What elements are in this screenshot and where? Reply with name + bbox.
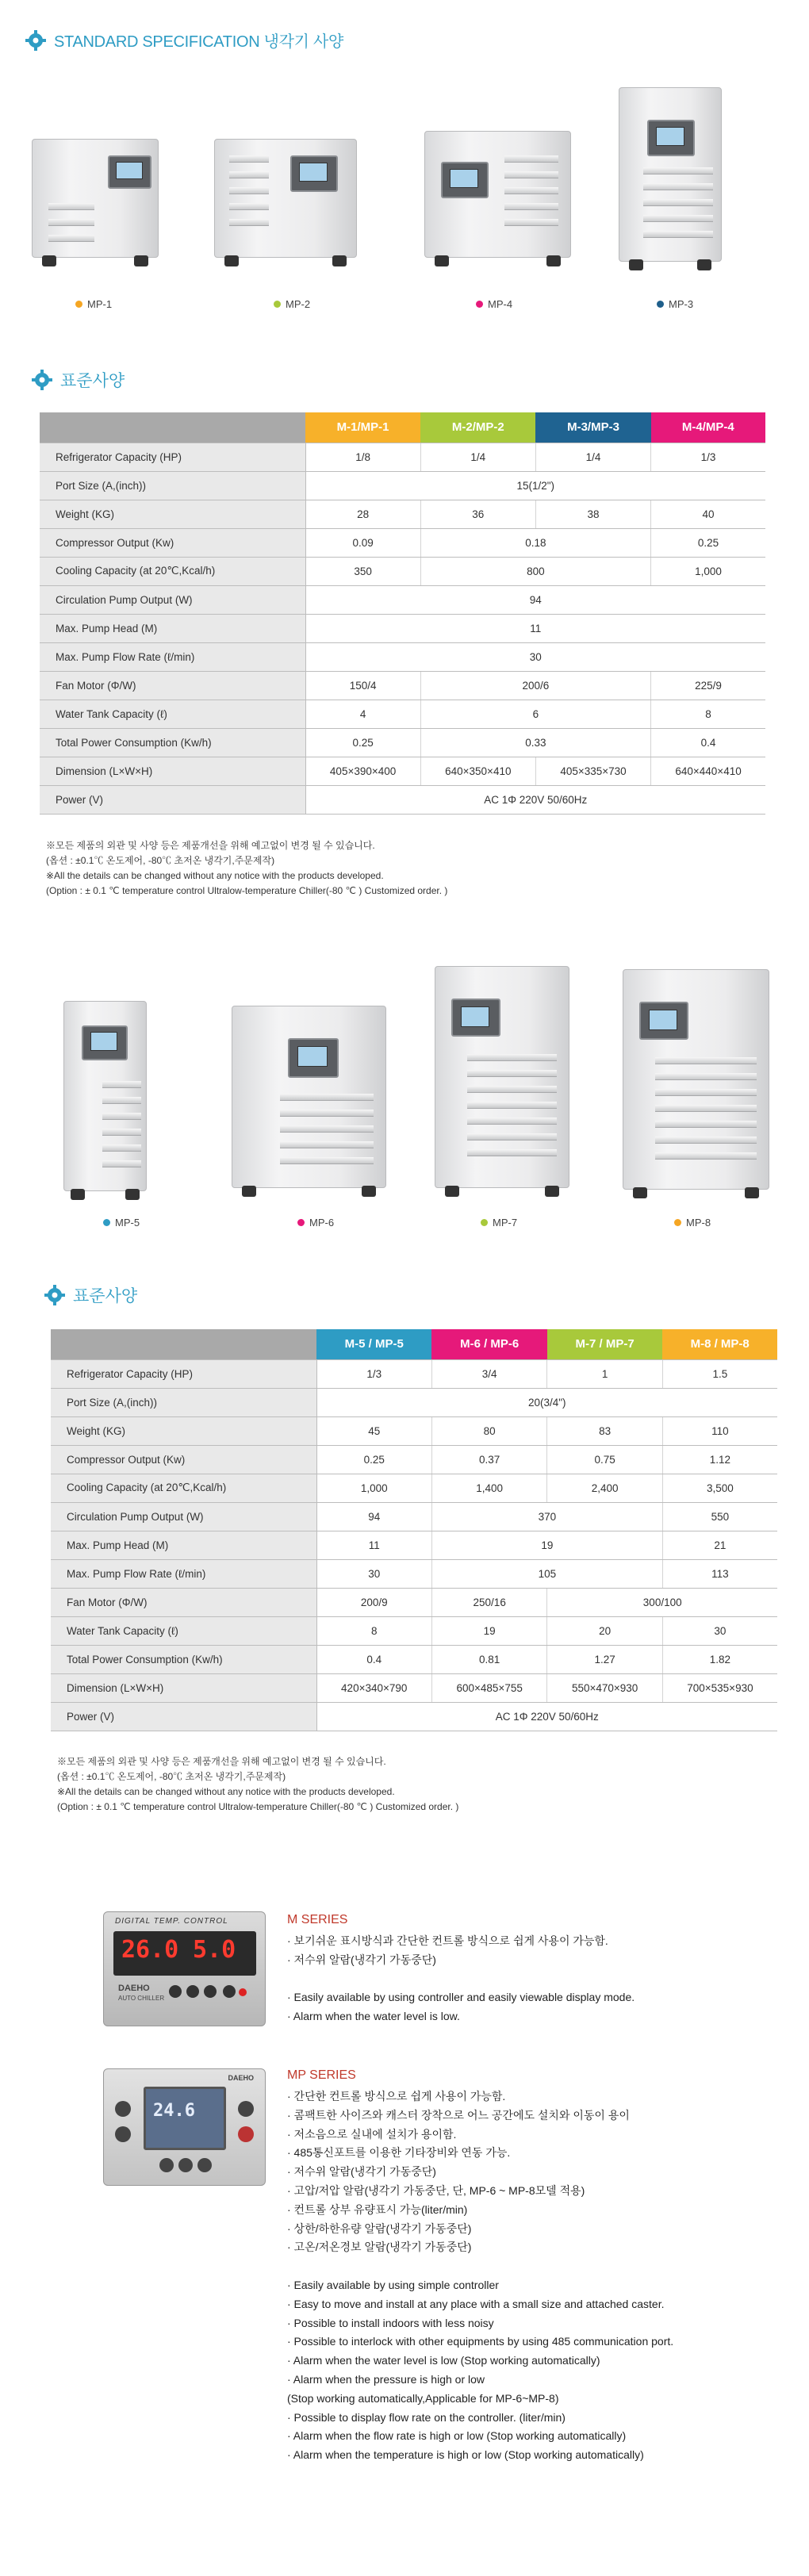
product-label: MP-5 <box>103 1217 140 1229</box>
table-cell: 1.12 <box>662 1445 777 1474</box>
page-title: STANDARD SPECIFICATION 냉각기 사양 <box>54 33 343 51</box>
color-dot-icon <box>297 1219 305 1226</box>
text-line: · 고온/저온경보 알람(냉각기 가동중단) <box>287 2241 472 2254</box>
table-cell: 0.37 <box>431 1445 546 1474</box>
text-line: · 간단한 컨트롤 방식으로 쉽게 사용이 가능함. <box>287 2090 506 2103</box>
gear-icon <box>32 370 52 390</box>
spec-table-1 <box>40 412 765 815</box>
section-title-spec-2 <box>44 1283 137 1307</box>
controller-sub: AUTO CHILLER <box>118 1995 165 2002</box>
table-header-model: M-1/MP-1 <box>305 412 420 443</box>
table-row-label: Cooling Capacity (at 20℃,Kcal/h) <box>40 557 305 585</box>
table-row <box>40 528 765 557</box>
table-row <box>40 614 765 642</box>
gear-icon <box>25 30 46 51</box>
section-title-standard-spec <box>25 29 343 52</box>
product-label: MP-8 <box>674 1217 711 1229</box>
text-line: (Option : ± 0.1 ℃ temperature control Ultralow-temperature Chiller(-80 ℃ ) Customized order. ) <box>46 885 448 896</box>
controller-button-icon <box>186 1985 199 1998</box>
table-row <box>40 443 765 471</box>
table-cell: 38 <box>535 500 650 528</box>
table-row-label: Dimension (L×W×H) <box>51 1673 316 1702</box>
table-cell: 405×390×400 <box>305 757 420 785</box>
m-series-features <box>287 1932 635 2026</box>
mp-series-title: MP SERIES <box>287 2068 356 2082</box>
table-row <box>40 700 765 728</box>
table-row <box>51 1588 777 1616</box>
text-line: · Easily available by using controller and easily viewable display mode. <box>287 1991 635 2004</box>
table-row <box>51 1673 777 1702</box>
text-line: · 485통신포트를 이용한 기타장비와 연동 가능. <box>287 2146 511 2160</box>
table-cell: 0.4 <box>316 1645 431 1673</box>
table-cell: 40 <box>651 500 765 528</box>
table-row-label: Max. Pump Head (M) <box>40 614 305 642</box>
table-cell: 1/4 <box>420 443 535 471</box>
controller-button-icon <box>197 2158 212 2172</box>
table-row <box>40 642 765 671</box>
text-line: · 저수위 알람(냉각기 가동중단) <box>287 2165 436 2179</box>
table-cell: 0.18 <box>420 528 650 557</box>
table-cell: 0.25 <box>305 728 420 757</box>
table-cell: 2,400 <box>547 1474 662 1502</box>
table-row-label: Port Size (A,(inch)) <box>51 1388 316 1416</box>
table-row <box>51 1531 777 1559</box>
controller-button-icon <box>238 2126 254 2142</box>
product-label: MP-3 <box>657 298 693 310</box>
text-line: · Possible to display flow rate on the controller. (liter/min) <box>287 2410 566 2424</box>
product-label: MP-1 <box>75 298 112 310</box>
spec-table-2 <box>51 1329 777 1731</box>
table-row-label: Compressor Output (Kw) <box>51 1445 316 1474</box>
color-dot-icon <box>476 301 483 308</box>
product-label: MP-2 <box>274 298 310 310</box>
table-header-model: M-6 / MP-6 <box>431 1329 546 1359</box>
table-cell: 200/9 <box>316 1588 431 1616</box>
table-header-blank <box>51 1329 316 1359</box>
table-cell: 300/100 <box>547 1588 777 1616</box>
table-row <box>51 1502 777 1531</box>
table-row <box>40 585 765 614</box>
gear-icon <box>44 1285 65 1305</box>
table-cell: 0.81 <box>431 1645 546 1673</box>
table-cell: 1.5 <box>662 1359 777 1388</box>
table-cell: 30 <box>662 1616 777 1645</box>
table-cell: 0.25 <box>316 1445 431 1474</box>
section-title-spec-1 <box>32 368 125 392</box>
table-row-label: Total Power Consumption (Kw/h) <box>40 728 305 757</box>
text-line: · Alarm when the water level is low. <box>287 2010 460 2023</box>
product-label: MP-7 <box>481 1217 517 1229</box>
m-series-title: M SERIES <box>287 1913 348 1926</box>
table-row <box>51 1702 777 1731</box>
product-label: MP-4 <box>476 298 512 310</box>
table-cell: 370 <box>431 1502 662 1531</box>
color-dot-icon <box>481 1219 488 1226</box>
table-cell: 0.4 <box>651 728 765 757</box>
product-image-mp-4 <box>424 131 571 258</box>
table-cell: 4 <box>305 700 420 728</box>
product-image-mp-1 <box>32 139 159 258</box>
table-row <box>40 728 765 757</box>
table-cell: 36 <box>420 500 535 528</box>
text-line: (옵션 : ±0.1℃ 온도제어, -80℃ 초저온 냉각기,주문제작) <box>57 1771 286 1782</box>
table-header-model: M-3/MP-3 <box>535 412 650 443</box>
table-cell: 550 <box>662 1502 777 1531</box>
text-line: · Alarm when the water level is low (Stop working automatically) <box>287 2354 600 2367</box>
text-line: ※모든 제품의 외관 및 사양 등은 제품개선을 위해 예고없이 변경 될 수 있습니다. <box>57 1756 386 1767</box>
table-row-label: Refrigerator Capacity (HP) <box>51 1359 316 1388</box>
text-line: · Easily available by using simple controller <box>287 2278 499 2291</box>
table-cell: 1/3 <box>316 1359 431 1388</box>
table-row <box>40 671 765 700</box>
text-line: · Easy to move and install at any place with a small size and attached caster. <box>287 2297 665 2310</box>
text-line: · Possible to install indoors with less noisy <box>287 2316 494 2329</box>
table-row <box>51 1474 777 1502</box>
product-image-mp-5 <box>63 1001 147 1191</box>
spec-notes-1 <box>46 838 447 899</box>
color-dot-icon <box>274 301 281 308</box>
table-cell: 405×335×730 <box>535 757 650 785</box>
table-header-model: M-4/MP-4 <box>651 412 765 443</box>
table-row-label: Total Power Consumption (Kw/h) <box>51 1645 316 1673</box>
spacer <box>287 2257 673 2276</box>
table-header-blank <box>40 412 305 443</box>
table-cell: 30 <box>305 642 765 671</box>
table-cell: 20(3/4") <box>316 1388 777 1416</box>
table-cell: 19 <box>431 1616 546 1645</box>
table-cell: 11 <box>316 1531 431 1559</box>
table-cell: 113 <box>662 1559 777 1588</box>
table-cell: 225/9 <box>651 671 765 700</box>
table-cell: 8 <box>651 700 765 728</box>
table-cell: 6 <box>420 700 650 728</box>
table-row <box>51 1616 777 1645</box>
table-cell: 1,000 <box>316 1474 431 1502</box>
product-image-mp-7 <box>435 966 569 1188</box>
table-cell: 94 <box>305 585 765 614</box>
table-cell: 600×485×755 <box>431 1673 546 1702</box>
table-cell: 19 <box>431 1531 662 1559</box>
table-row <box>40 500 765 528</box>
table-row <box>40 785 765 814</box>
text-line: (옵션 : ±0.1℃ 온도제어, -80℃ 초저온 냉각기,주문제작) <box>46 855 275 866</box>
table-cell: 21 <box>662 1531 777 1559</box>
text-line: · 저소음으로 실내에 설치가 용이함. <box>287 2127 457 2141</box>
table-header-model: M-8 / MP-8 <box>662 1329 777 1359</box>
table-cell: 83 <box>547 1416 662 1445</box>
table-cell: 1/8 <box>305 443 420 471</box>
table-cell: 0.75 <box>547 1445 662 1474</box>
table-row <box>51 1645 777 1673</box>
table-cell: 1.82 <box>662 1645 777 1673</box>
table-cell: 8 <box>316 1616 431 1645</box>
table-row-label: Refrigerator Capacity (HP) <box>40 443 305 471</box>
controller-button-icon <box>115 2126 131 2142</box>
table-row <box>40 757 765 785</box>
table-cell: 45 <box>316 1416 431 1445</box>
color-dot-icon <box>75 301 82 308</box>
text-line: (Option : ± 0.1 ℃ temperature control Ultralow-temperature Chiller(-80 ℃ ) Customized order. ) <box>57 1801 459 1812</box>
controller-brand: DAEHO <box>118 1984 150 1993</box>
table-cell: 0.33 <box>420 728 650 757</box>
table-cell: 15(1/2") <box>305 471 765 500</box>
m-series-controller-image <box>103 1911 266 2026</box>
controller-button-icon <box>238 2101 254 2117</box>
table-cell: 105 <box>431 1559 662 1588</box>
table-cell: 1,000 <box>651 557 765 585</box>
controller-display-1: 26.0 <box>121 1936 179 1964</box>
controller-button-icon <box>178 2158 193 2172</box>
status-led-icon <box>239 1988 247 1996</box>
text-line: ※All the details can be changed without any notice with the products developed. <box>46 870 384 881</box>
table-cell: 700×535×930 <box>662 1673 777 1702</box>
color-dot-icon <box>103 1219 110 1226</box>
text-line: ※All the details can be changed without any notice with the products developed. <box>57 1786 395 1797</box>
text-line: · 보기쉬운 표시방식과 간단한 컨트롤 방식으로 쉽게 사용이 가능함. <box>287 1934 608 1947</box>
table-cell: 1,400 <box>431 1474 546 1502</box>
table-row <box>51 1559 777 1588</box>
table-row-label: Water Tank Capacity (ℓ) <box>40 700 305 728</box>
controller-button-icon <box>204 1985 217 1998</box>
product-label: MP-6 <box>297 1217 334 1229</box>
table-row-label: Compressor Output (Kw) <box>40 528 305 557</box>
spacer <box>287 1970 635 1989</box>
text-line: · Possible to interlock with other equipments by using 485 communication port. <box>287 2335 674 2348</box>
text-line: · 고압/저압 알람(냉각기 가동중단, 단, MP-6 ~ MP-8모델 적용) <box>287 2183 585 2197</box>
table-cell: 30 <box>316 1559 431 1588</box>
text-line: · Alarm when the pressure is high or low <box>287 2372 485 2386</box>
table-cell: 80 <box>431 1416 546 1445</box>
table-header-model: M-5 / MP-5 <box>316 1329 431 1359</box>
controller-button-icon <box>223 1985 236 1998</box>
table-cell: 420×340×790 <box>316 1673 431 1702</box>
table-row-label: Max. Pump Head (M) <box>51 1531 316 1559</box>
table-cell: 640×350×410 <box>420 757 535 785</box>
text-line: · 콤팩트한 사이즈와 캐스터 장착으로 어느 공간에도 설치와 이동이 용이 <box>287 2108 630 2122</box>
product-image-mp-8 <box>623 969 769 1190</box>
color-dot-icon <box>657 301 664 308</box>
table-row-label: Fan Motor (Φ/W) <box>51 1588 316 1616</box>
table-cell: 550×470×930 <box>547 1673 662 1702</box>
controller-brand: DAEHO <box>228 2074 254 2082</box>
table-row <box>51 1416 777 1445</box>
table-row-label: Cooling Capacity (at 20℃,Kcal/h) <box>51 1474 316 1502</box>
text-line: · 저수위 알람(냉각기 가동중단) <box>287 1953 436 1966</box>
table-header-model: M-2/MP-2 <box>420 412 535 443</box>
mp-series-controller-image <box>103 2068 266 2186</box>
controller-display: 24.6 <box>153 2101 195 2121</box>
table-row-label: Max. Pump Flow Rate (ℓ/min) <box>51 1559 316 1588</box>
table-cell: 110 <box>662 1416 777 1445</box>
table-cell: 0.25 <box>651 528 765 557</box>
product-image-mp-2 <box>214 139 357 258</box>
text-line: ※모든 제품의 외관 및 사양 등은 제품개선을 위해 예고없이 변경 될 수 있습니다. <box>46 840 375 851</box>
text-line: · 컨트롤 상부 유량표시 가능(liter/min) <box>287 2202 468 2216</box>
table-cell: AC 1Φ 220V 50/60Hz <box>305 785 765 814</box>
table-header-model: M-7 / MP-7 <box>547 1329 662 1359</box>
table-cell: 150/4 <box>305 671 420 700</box>
table-row-label: Power (V) <box>40 785 305 814</box>
table-cell: 200/6 <box>420 671 650 700</box>
controller-button-icon <box>159 2158 174 2172</box>
text-line: · Alarm when the temperature is high or low (Stop working automatically) <box>287 2448 644 2462</box>
product-image-mp-6 <box>232 1006 386 1188</box>
spec-table-title: 표준사양 <box>73 1287 138 1305</box>
table-cell: AC 1Φ 220V 50/60Hz <box>316 1702 777 1731</box>
spec-table-title: 표준사양 <box>60 372 125 390</box>
table-row-label: Max. Pump Flow Rate (ℓ/min) <box>40 642 305 671</box>
table-cell: 28 <box>305 500 420 528</box>
spec-notes-2 <box>57 1754 458 1815</box>
table-cell: 1.27 <box>547 1645 662 1673</box>
table-row-label: Circulation Pump Output (W) <box>51 1502 316 1531</box>
table-cell: 0.09 <box>305 528 420 557</box>
table-row <box>51 1359 777 1388</box>
table-row-label: Dimension (L×W×H) <box>40 757 305 785</box>
table-row-label: Circulation Pump Output (W) <box>40 585 305 614</box>
controller-button-icon <box>169 1985 182 1998</box>
table-row <box>40 471 765 500</box>
table-row <box>51 1388 777 1416</box>
table-row-label: Power (V) <box>51 1702 316 1731</box>
table-row <box>40 557 765 585</box>
table-cell: 20 <box>547 1616 662 1645</box>
table-cell: 800 <box>420 557 650 585</box>
table-cell: 3,500 <box>662 1474 777 1502</box>
table-row-label: Fan Motor (Φ/W) <box>40 671 305 700</box>
table-cell: 350 <box>305 557 420 585</box>
table-cell: 1/3 <box>651 443 765 471</box>
table-row-label: Port Size (A,(inch)) <box>40 471 305 500</box>
product-image-mp-3 <box>619 87 722 262</box>
table-row-label: Weight (KG) <box>51 1416 316 1445</box>
table-cell: 1/4 <box>535 443 650 471</box>
controller-button-icon <box>115 2101 131 2117</box>
table-row <box>51 1445 777 1474</box>
mp-series-features <box>287 2087 673 2465</box>
text-line: · 상한/하한유량 알람(냉각기 가동중단) <box>287 2221 472 2235</box>
table-cell: 3/4 <box>431 1359 546 1388</box>
table-cell: 11 <box>305 614 765 642</box>
text-line: (Stop working automatically,Applicable for MP-6~MP-8) <box>287 2391 559 2405</box>
table-cell: 94 <box>316 1502 431 1531</box>
text-line: · Alarm when the flow rate is high or low (Stop working automatically) <box>287 2429 627 2443</box>
table-row-label: Water Tank Capacity (ℓ) <box>51 1616 316 1645</box>
table-cell: 250/16 <box>431 1588 546 1616</box>
controller-header: DIGITAL TEMP. CONTROL <box>115 1917 228 1926</box>
table-cell: 1 <box>547 1359 662 1388</box>
color-dot-icon <box>674 1219 681 1226</box>
controller-display-2: 5.0 <box>193 1936 236 1964</box>
table-row-label: Weight (KG) <box>40 500 305 528</box>
table-cell: 640×440×410 <box>651 757 765 785</box>
